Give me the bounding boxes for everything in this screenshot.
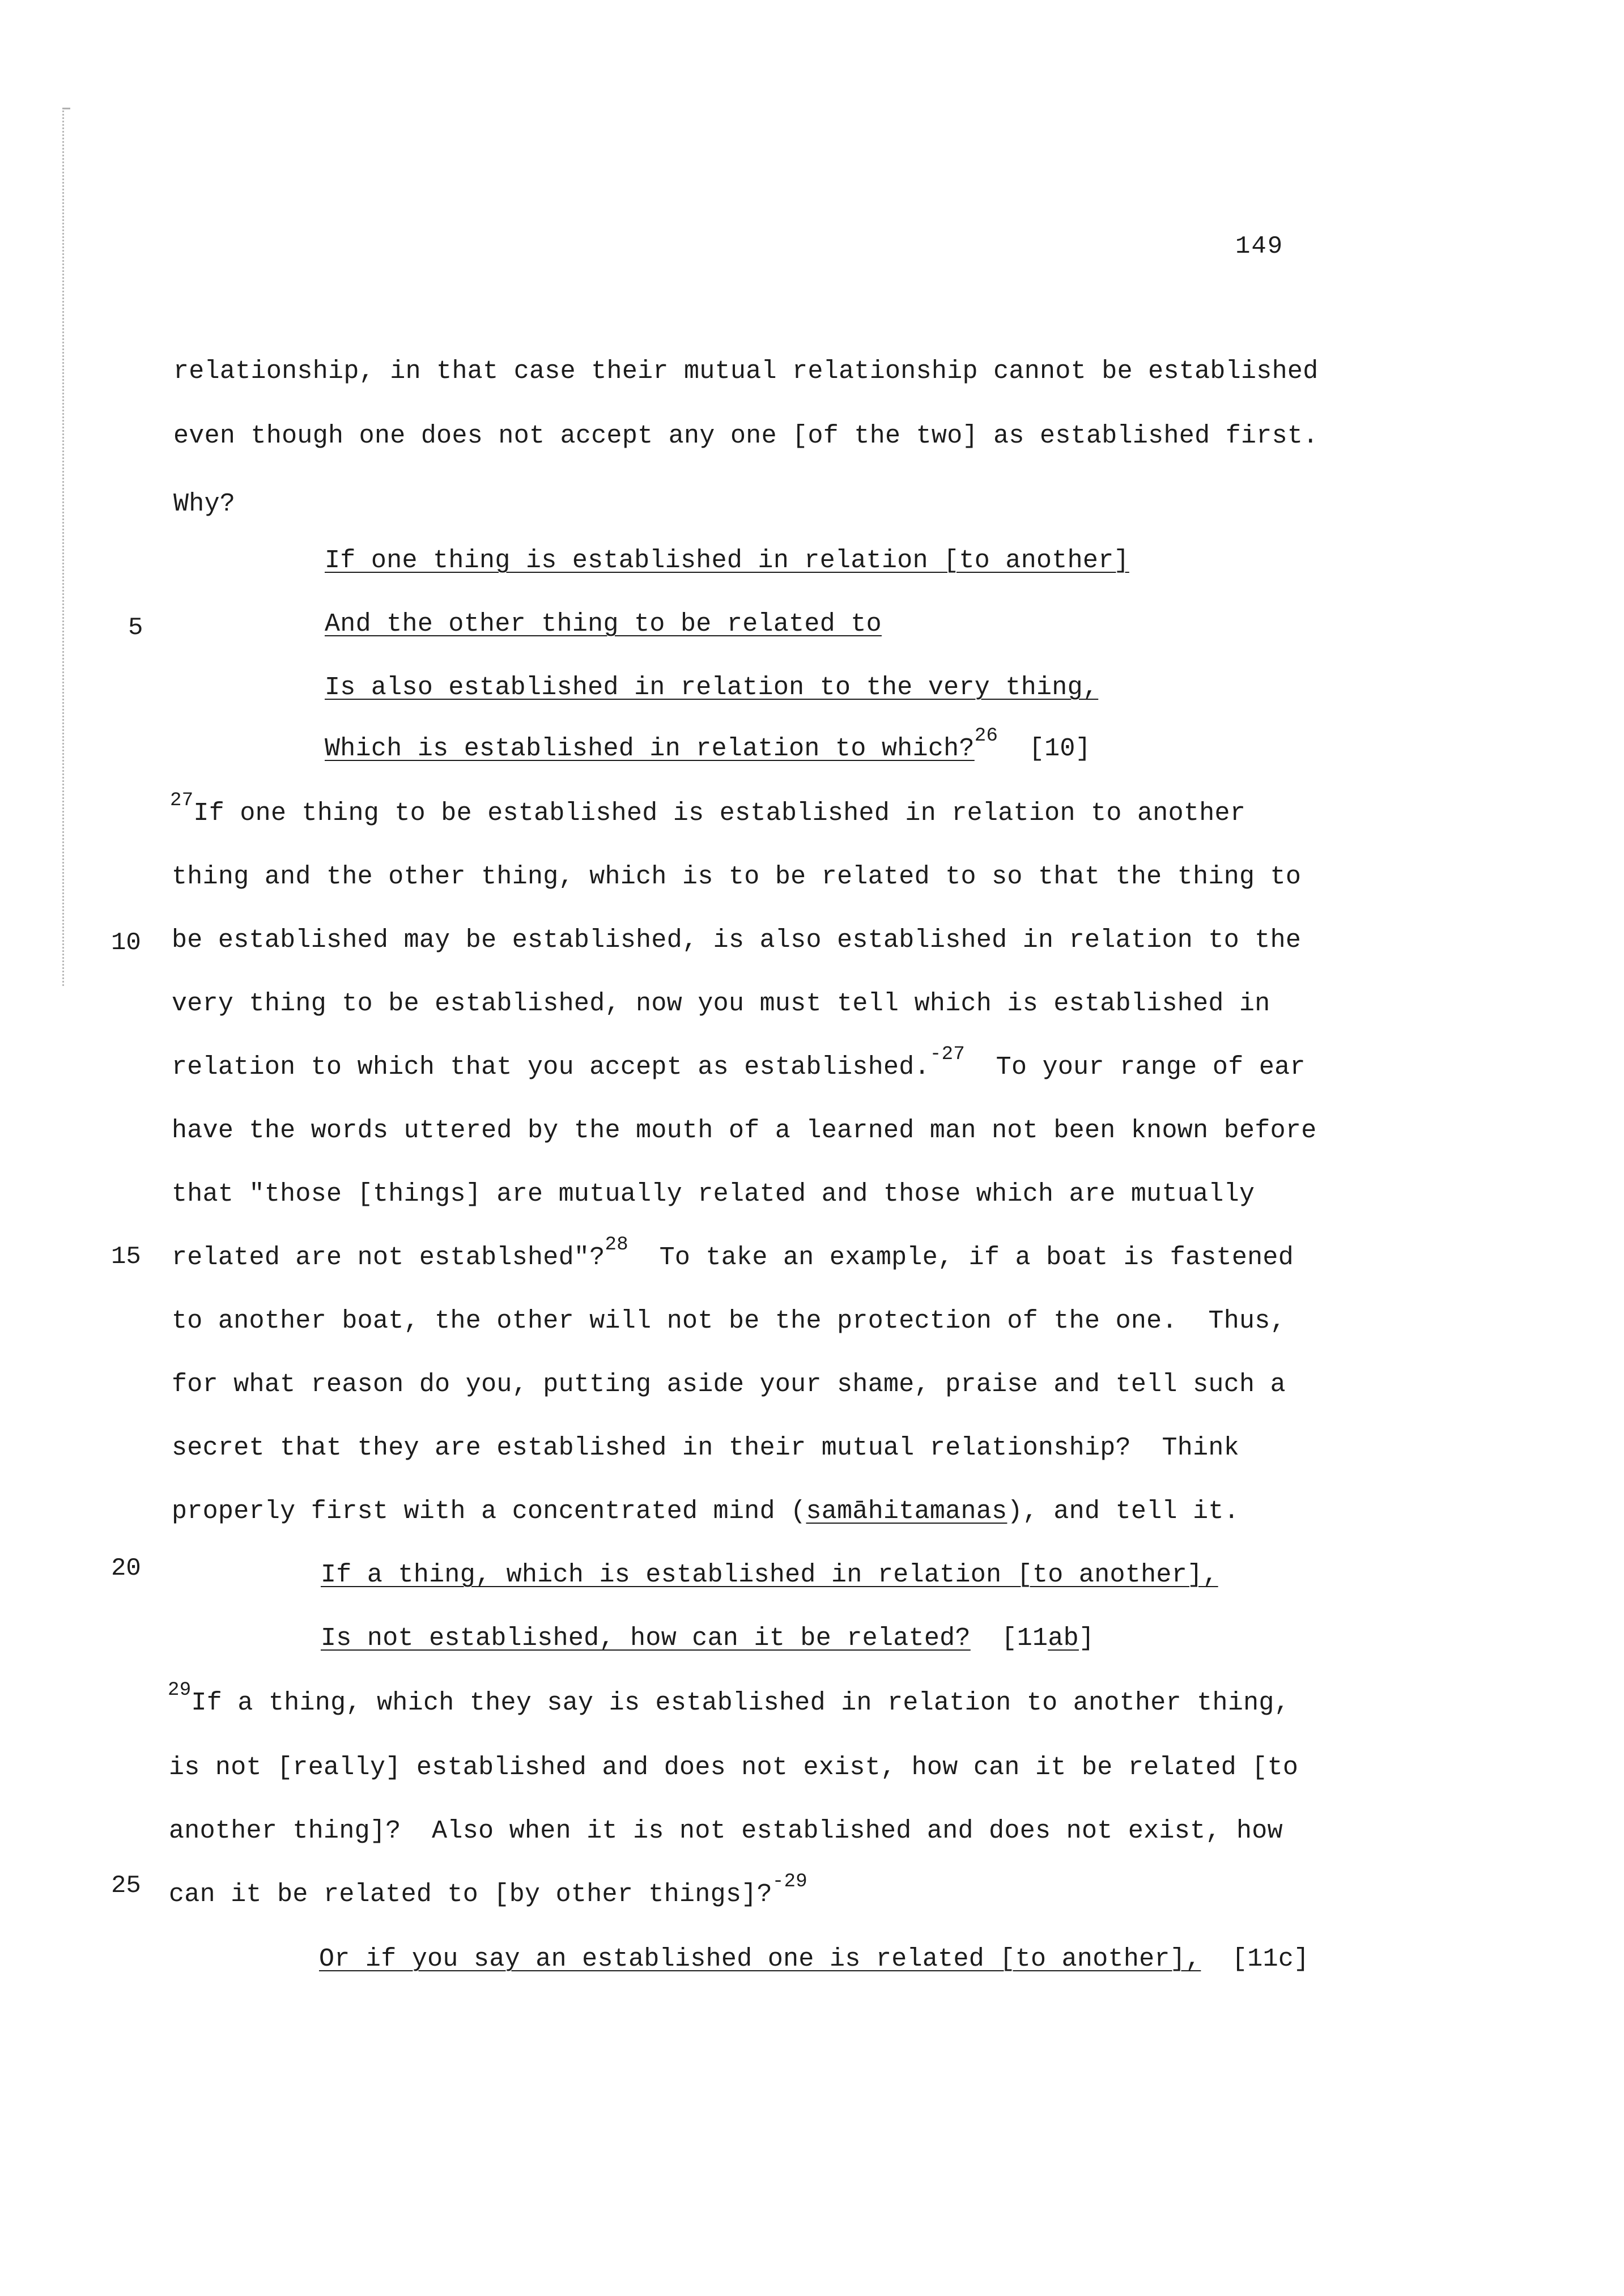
text-line — [170, 790, 1246, 831]
text-span: To take an example, if a boat is fastened — [659, 1243, 1294, 1272]
text-line: that "those [things] are mutually related and those which are mutually — [172, 1180, 1255, 1209]
text-line — [172, 1495, 1239, 1529]
line-number-5: 5 — [128, 614, 143, 642]
verse-line: If a thing, which is established in relation [to another], — [321, 1561, 1218, 1589]
text-line: another thing]? Also when it is not established and does not exist, how — [169, 1817, 1283, 1846]
footnote-marker: 28 — [605, 1234, 628, 1256]
footnote-marker: 26 — [974, 725, 998, 747]
footnote-marker: 29 — [168, 1680, 192, 1701]
text-span: can it be related to [by other things]? — [169, 1880, 772, 1909]
text-line: for what reason do you, putting aside your shame, praise and tell such a — [172, 1370, 1286, 1399]
verse-reference-part: ab — [1048, 1624, 1079, 1653]
text-line: have the words uttered by the mouth of a learned man not been known before — [172, 1116, 1317, 1145]
verse-text: Or if you say an established one is related [to another], — [319, 1945, 1201, 1974]
text-line — [172, 1044, 1306, 1085]
text-line: be established may be established, is also established in relation to the — [172, 926, 1302, 955]
text-line: is not [really] established and does not exist, how can it be related [to — [169, 1753, 1299, 1782]
text-line: even though one does not accept any one [of the two] as established first. — [173, 422, 1319, 450]
text-line: very thing to be established, now you must tell which is established in — [172, 989, 1270, 1018]
verse-line-with-ref — [319, 1942, 1310, 1976]
text-span: To your range of ear — [996, 1053, 1306, 1082]
verse-line-with-ref — [321, 1622, 1094, 1656]
verse-text: Is not established, how can it be related? — [321, 1624, 971, 1653]
verse-line: And the other thing to be related to — [325, 610, 882, 639]
verse-text: Which is established in relation to which? — [325, 734, 975, 763]
text-span: relation to which that you accept as established. — [172, 1053, 930, 1082]
verse-reference: [10] — [1028, 734, 1091, 763]
verse-reference-close: ] — [1078, 1624, 1095, 1653]
text-line: secret that they are established in their mutual relationship? Think — [172, 1434, 1240, 1462]
text-span: related are not establshed"? — [172, 1243, 605, 1272]
footnote-marker: -29 — [772, 1871, 807, 1893]
verse-reference: [11c] — [1231, 1945, 1310, 1974]
text-line: thing and the other thing, which is to be related to so that the thing to — [172, 862, 1302, 891]
text-span: ), and tell it. — [1007, 1497, 1240, 1526]
text-span: properly first with a concentrated mind ( — [172, 1497, 806, 1526]
line-number-10: 10 — [111, 929, 141, 957]
text-span: If a thing, which they say is established in relation to another thing, — [191, 1689, 1290, 1717]
line-number-25: 25 — [111, 1872, 141, 1900]
text-line: to another boat, the other will not be the protection of the one. Thus, — [172, 1307, 1286, 1336]
sanskrit-term: samāhitamanas — [806, 1497, 1007, 1526]
verse-line-with-ref — [325, 725, 1091, 766]
verse-reference: [11 — [1001, 1624, 1048, 1653]
verse-line: Is also established in relation to the very thing, — [325, 673, 1099, 702]
page-number: 149 — [1235, 232, 1284, 261]
text-line — [172, 1234, 1294, 1275]
footnote-marker: 27 — [170, 790, 194, 811]
text-line: relationship, in that case their mutual relationship cannot be established — [173, 357, 1319, 386]
verse-line: If one thing is established in relation [to another] — [325, 546, 1129, 575]
text-line — [169, 1871, 807, 1912]
line-number-15: 15 — [111, 1243, 141, 1271]
text-span: If one thing to be established is established in relation to another — [193, 799, 1246, 828]
line-number-20: 20 — [111, 1554, 141, 1583]
text-line — [168, 1680, 1290, 1720]
text-line: Why? — [173, 490, 236, 518]
margin-rule-top — [62, 108, 70, 109]
footnote-marker: -27 — [929, 1044, 966, 1065]
margin-rule — [62, 108, 64, 986]
